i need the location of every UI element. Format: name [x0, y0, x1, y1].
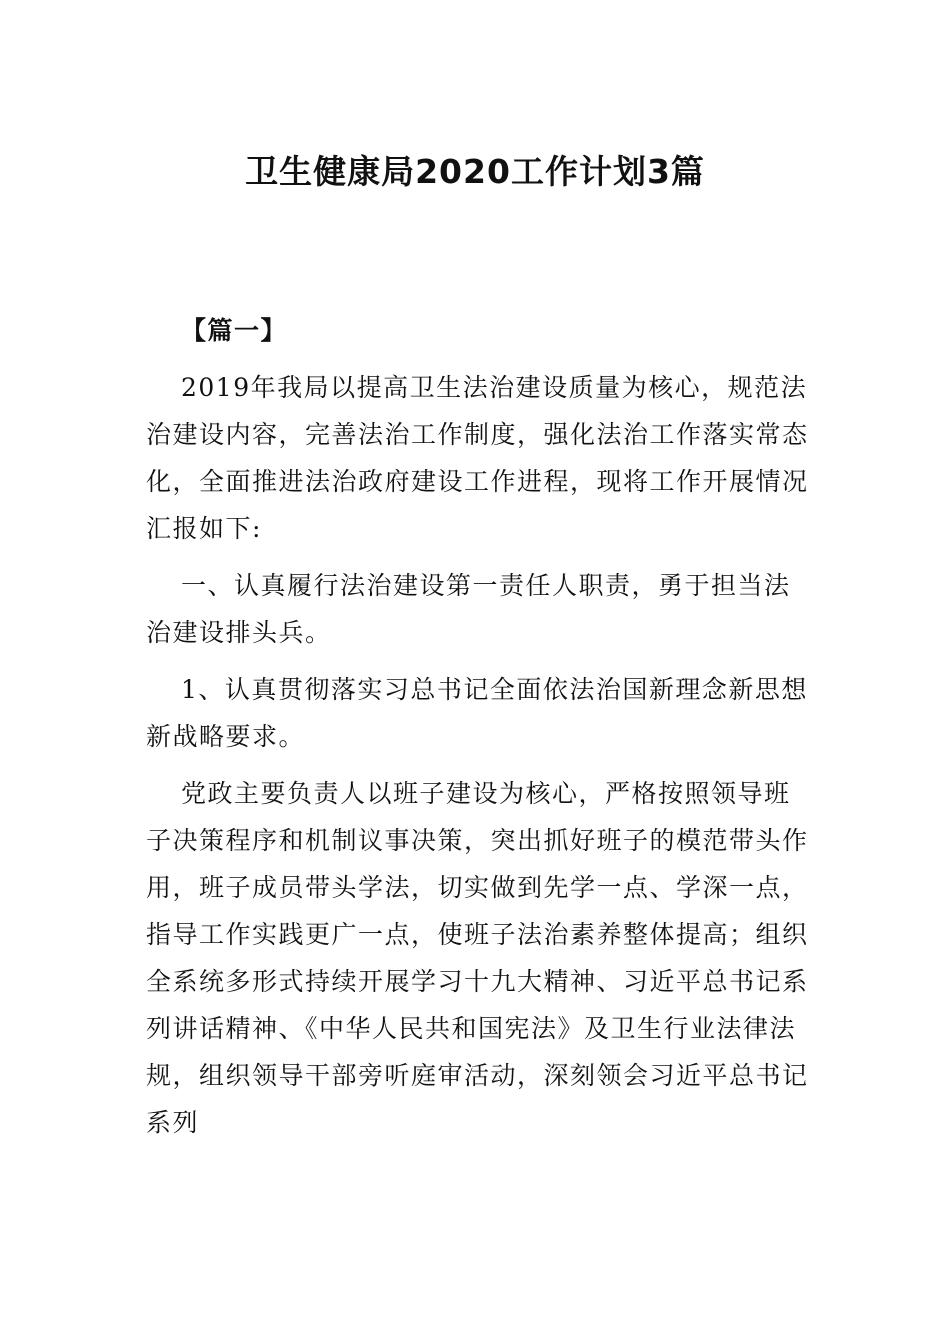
body-paragraph: 一、认真履行法治建设第一责任人职责，勇于担当法治建设排头兵。	[146, 571, 791, 647]
document-body	[146, 307, 814, 1146]
body-paragraph: 党政主要负责人以班子建设为核心，严格按照领导班子决策程序和机制议事决策，突出抓好班子的模范带头作用，班子成员带头学法，切实做到先学一点、学深一点，指导工作实践更广一点，使班子法治素养整体提高；组织全系统多形式持续开展学习十九大精神、习近平总书记系列讲话精神、《中华人民共和国宪法》及卫生行业法律法规，组织领导干部旁听庭审活动，深刻领会习近平总书记系列	[146, 779, 809, 1137]
body-paragraph: 1、认真贯彻落实习总书记全面依法治国新理念新思想新战略要求。	[146, 675, 808, 751]
body-paragraph: 2019年我局以提高卫生法治建设质量为核心，规范法治建设内容，完善法治工作制度，强化法治工作落实常态化，全面推进法治政府建设工作进程，现将工作开展情况汇报如下:	[146, 373, 809, 543]
document-title: 卫生健康局2020工作计划3篇	[245, 152, 705, 191]
section-heading: 【篇一】	[181, 316, 288, 345]
